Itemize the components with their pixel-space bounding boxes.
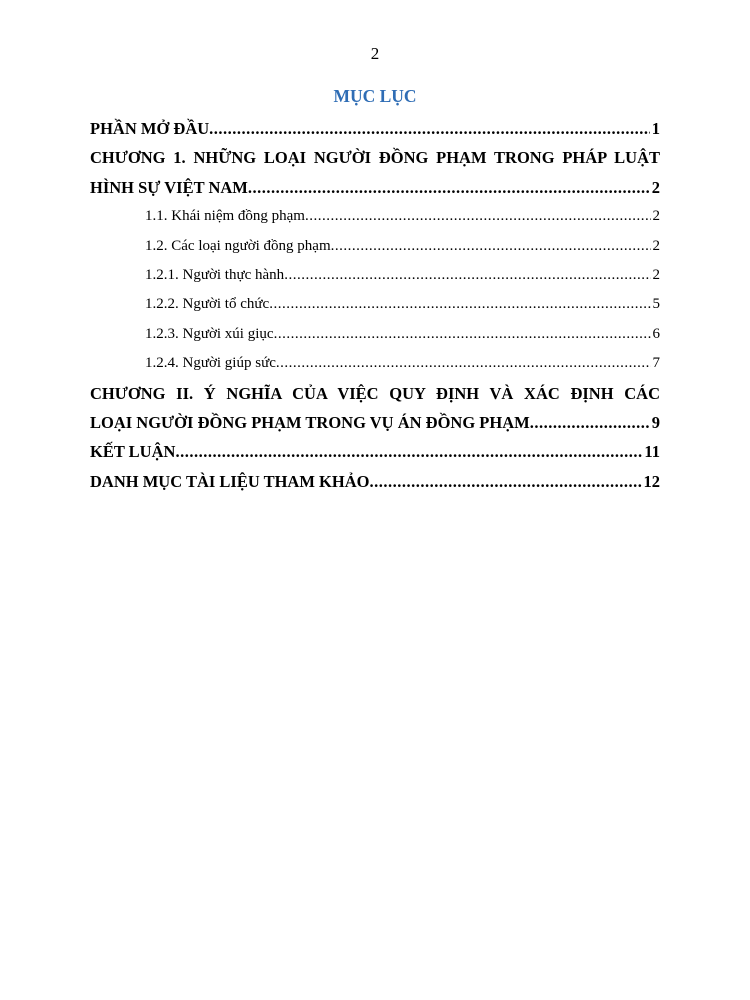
toc-entry-page: 2	[652, 208, 660, 225]
toc-entry-page: 11	[644, 442, 660, 462]
toc-entry-1-2[interactable]	[90, 232, 660, 261]
toc-entry-label: 1.1. Khái niệm đồng phạm	[145, 202, 305, 231]
toc-entry-label: CHƯƠNG 1. NHỮNG LOẠI NGƯỜI ĐỒNG PHẠM TRONG PHÁP LUẬT	[90, 148, 660, 168]
toc-entry-page: 2	[652, 266, 660, 283]
toc-entry-page: 1	[651, 119, 660, 138]
toc-entry-chapter2[interactable]	[90, 408, 660, 437]
toc-entry-page: 6	[652, 325, 660, 342]
toc-entry-chapter1[interactable]	[90, 173, 660, 202]
toc-dot-leader	[269, 290, 650, 319]
toc-entry-label: 1.2.1. Người thực hành	[145, 261, 284, 290]
toc-dot-leader	[276, 349, 651, 378]
toc-dot-leader	[209, 114, 650, 143]
toc-dot-leader	[530, 408, 650, 437]
toc-entry-label: 1.2.3. Người xúi giục	[145, 320, 274, 349]
toc-entry-label: 1.2.2. Người tổ chức	[145, 290, 269, 319]
toc-entry-1-2-4[interactable]	[90, 349, 660, 378]
toc-dot-leader	[274, 320, 651, 349]
toc-entry-label: KẾT LUẬN	[90, 437, 175, 466]
toc-dot-leader	[248, 173, 650, 202]
table-of-contents	[90, 114, 660, 496]
toc-entry-label: LOẠI NGƯỜI ĐỒNG PHẠM TRONG VỤ ÁN ĐỒNG PHẠM	[90, 408, 530, 437]
toc-entry-page: 9	[651, 412, 660, 432]
toc-entry-page: 12	[643, 471, 660, 491]
toc-dot-leader	[284, 261, 650, 290]
toc-dot-leader	[331, 232, 651, 261]
toc-entry-page: 2	[652, 237, 660, 254]
toc-entry-1-2-3[interactable]	[90, 320, 660, 349]
toc-dot-leader	[305, 202, 651, 231]
toc-entry-page: 5	[652, 296, 660, 313]
toc-entry-chapter1-line1[interactable]	[90, 143, 660, 172]
toc-entry-conclusion[interactable]	[90, 437, 660, 466]
page-number: 2	[370, 44, 380, 63]
toc-entry-references[interactable]	[90, 467, 660, 496]
toc-entry-label: CHƯƠNG II. Ý NGHĨA CỦA VIỆC QUY ĐỊNH VÀ XÁC ĐỊNH CÁC	[90, 383, 660, 403]
toc-entry-page: 2	[651, 177, 660, 197]
toc-dot-leader	[369, 467, 641, 496]
toc-entry-1-1[interactable]	[90, 202, 660, 231]
toc-entry-chapter2-line1[interactable]	[90, 379, 660, 408]
toc-entry-label: 1.2. Các loại người đồng phạm	[145, 232, 331, 261]
toc-dot-leader	[175, 437, 642, 466]
toc-entry-1-2-1[interactable]	[90, 261, 660, 290]
toc-entry-label: HÌNH SỰ VIỆT NAM	[90, 173, 248, 202]
toc-entry-label: 1.2.4. Người giúp sức	[145, 349, 276, 378]
toc-entry-label: PHẦN MỞ ĐẦU	[90, 114, 209, 143]
toc-title: MỤC LỤC	[333, 86, 417, 106]
toc-entry-label: DANH MỤC TÀI LIỆU THAM KHẢO	[90, 467, 369, 496]
toc-entry-intro[interactable]	[90, 114, 660, 143]
toc-entry-page: 7	[652, 355, 660, 372]
toc-entry-1-2-2[interactable]	[90, 290, 660, 319]
